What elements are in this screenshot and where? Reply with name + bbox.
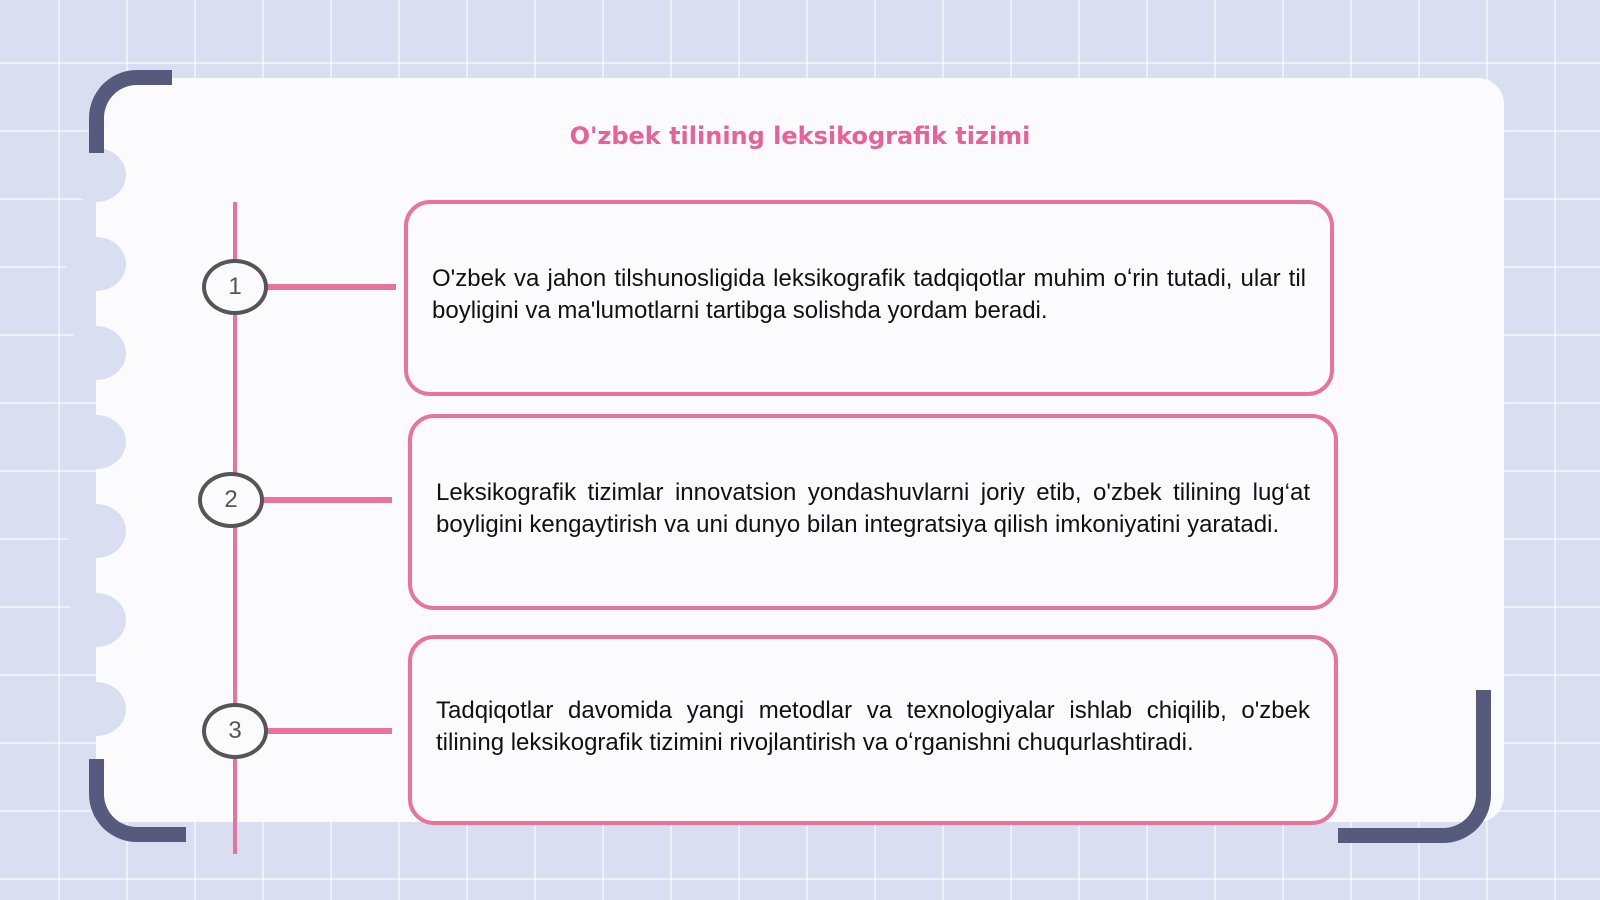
corner-bracket-bottom-left (89, 759, 186, 842)
notebook-hole (66, 593, 126, 647)
step-connector (264, 728, 392, 734)
step-text: Tadqiqotlar davomida yangi metodlar va texnologiyalar ishlab chiqilib, o'zbek tilining leksikografik tizimini rivojlantirish va oʻrganishni chuqurlashtiradi. (436, 697, 1310, 756)
slide-title: O'zbek tilining leksikografik tizimi (569, 122, 1031, 150)
step-connector (260, 497, 392, 503)
notebook-hole (66, 682, 126, 736)
step-number-circle: 1 (202, 259, 268, 315)
step-text: Leksikografik tizimlar innovatsion yondashuvlarni joriy etib, o'zbek tilining lug‘at boyligini kengaytirish va uni dunyo bilan integratsiya qilish imkoniyatini yaratadi. (436, 479, 1310, 538)
notebook-hole (66, 326, 126, 380)
step-box (404, 200, 1334, 396)
step-box (408, 414, 1338, 610)
step-connector (264, 284, 396, 290)
step-box (408, 635, 1338, 825)
step-number-circle: 2 (198, 472, 264, 528)
notebook-hole (66, 237, 126, 291)
corner-bracket-top-left (89, 70, 172, 153)
notebook-hole (66, 415, 126, 469)
step-number-circle: 3 (202, 703, 268, 759)
notebook-hole (66, 504, 126, 558)
notebook-hole (66, 148, 126, 202)
step-text: O'zbek va jahon tilshunosligida leksikografik tadqiqotlar muhim oʻrin tutadi, ular til boyligini va ma'lumotlarni tartibga solishda yordam beradi. (432, 265, 1306, 324)
corner-bracket-bottom-right (1338, 690, 1491, 843)
